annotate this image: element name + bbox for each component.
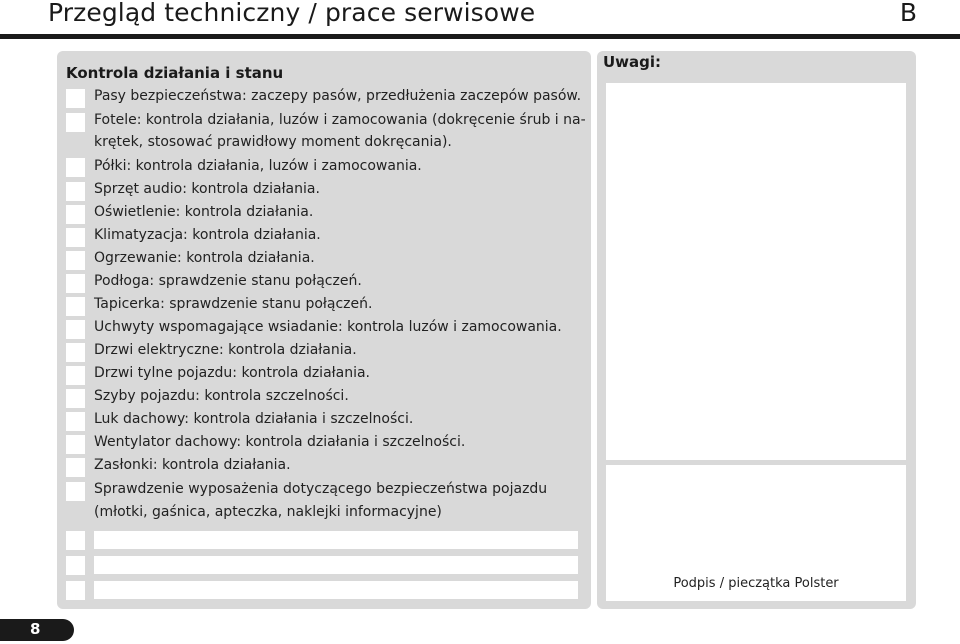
checkbox-blank-3[interactable] xyxy=(66,581,85,600)
checkbox-ogrzewanie[interactable] xyxy=(66,251,85,270)
checkbox-pasy[interactable] xyxy=(66,89,85,108)
checkbox-wyposazenie[interactable] xyxy=(66,482,85,501)
checkbox-fotele[interactable] xyxy=(66,113,85,132)
checklist-title: Kontrola działania i stanu xyxy=(66,64,284,82)
checkbox-podloga[interactable] xyxy=(66,274,85,293)
checklist-item: Szyby pojazdu: kontrola szczelności. xyxy=(94,388,349,404)
checkbox-zaslonki[interactable] xyxy=(66,458,85,477)
checkbox-wentylator[interactable] xyxy=(66,435,85,454)
checkbox-drzwi-elektryczne[interactable] xyxy=(66,343,85,362)
checklist-item: Luk dachowy: kontrola działania i szczelności. xyxy=(94,411,414,427)
section-letter: B xyxy=(899,0,917,27)
checkbox-blank-1[interactable] xyxy=(66,531,85,550)
checkbox-tapicerka[interactable] xyxy=(66,297,85,316)
blank-entry-field[interactable] xyxy=(94,556,578,574)
checkbox-klimatyzacja[interactable] xyxy=(66,228,85,247)
checklist-item: Pasy bezpieczeństwa: zaczepy pasów, przedłużenia zaczepów pasów. xyxy=(94,88,582,104)
checkbox-oswietlenie[interactable] xyxy=(66,205,85,224)
checkbox-audio[interactable] xyxy=(66,182,85,201)
page-number: 8 xyxy=(30,620,41,638)
checklist-item: Ogrzewanie: kontrola działania. xyxy=(94,250,315,266)
checkbox-luk-dachowy[interactable] xyxy=(66,412,85,431)
checklist-item: Oświetlenie: kontrola działania. xyxy=(94,204,314,220)
checkbox-szyby[interactable] xyxy=(66,389,85,408)
page-header xyxy=(0,0,960,36)
checklist-item: Drzwi elektryczne: kontrola działania. xyxy=(94,342,357,358)
header-divider xyxy=(0,34,960,39)
checklist-item: Sprzęt audio: kontrola działania. xyxy=(94,181,320,197)
checklist-item: Półki: kontrola działania, luzów i zamocowania. xyxy=(94,158,422,174)
checkbox-uchwyty[interactable] xyxy=(66,320,85,339)
checklist-item: Uchwyty wspomagające wsiadanie: kontrola luzów i zamocowania. xyxy=(94,319,562,335)
checklist-item-continued: (młotki, gaśnica, apteczka, naklejki informacyjne) xyxy=(94,504,442,520)
checklist-item: Fotele: kontrola działania, luzów i zamocowania (dokręcenie śrub i na- xyxy=(94,112,586,128)
checklist-item: Drzwi tylne pojazdu: kontrola działania. xyxy=(94,365,370,381)
blank-entry-field[interactable] xyxy=(94,531,578,549)
checklist-item: Sprawdzenie wyposażenia dotyczącego bezpieczeństwa pojazdu xyxy=(94,481,548,497)
checklist-item: Zasłonki: kontrola działania. xyxy=(94,457,291,473)
checklist-item-continued: krętek, stosować prawidłowy moment dokręcania). xyxy=(94,134,452,150)
checklist-item: Podłoga: sprawdzenie stanu połączeń. xyxy=(94,273,362,289)
signature-label: Podpis / pieczątka Polster xyxy=(673,576,839,591)
page-title: Przegląd techniczny / prace serwisowe xyxy=(48,0,536,27)
checkbox-polki[interactable] xyxy=(66,158,85,177)
checkbox-drzwi-tylne[interactable] xyxy=(66,366,85,385)
notes-label: Uwagi: xyxy=(603,53,662,71)
checklist-item: Klimatyzacja: kontrola działania. xyxy=(94,227,321,243)
notes-field[interactable] xyxy=(606,83,906,460)
checklist-item: Tapicerka: sprawdzenie stanu połączeń. xyxy=(94,296,373,312)
blank-entry-field[interactable] xyxy=(94,581,578,599)
checkbox-blank-2[interactable] xyxy=(66,556,85,575)
checklist-item: Wentylator dachowy: kontrola działania i szczelności. xyxy=(94,434,466,450)
